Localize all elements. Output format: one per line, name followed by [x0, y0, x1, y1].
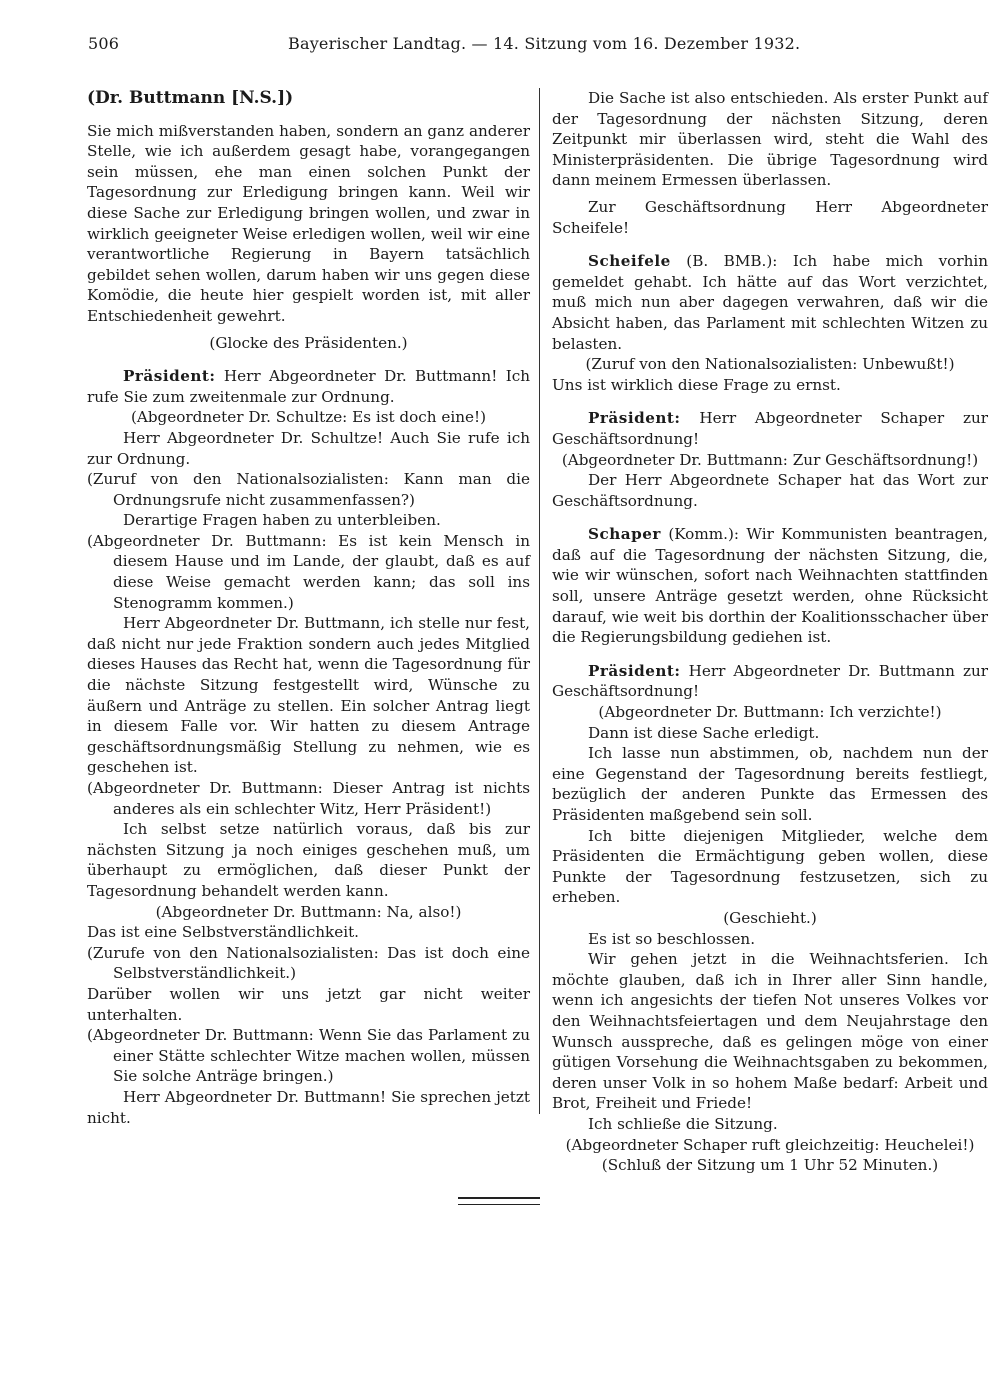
paragraph: Zur Geschäftsordnung Herr Abgeordneter Scheifele!: [552, 197, 988, 237]
paragraph: Dann ist diese Sache erledigt.: [588, 723, 820, 742]
paragraph: Darüber wollen wir uns jetzt gar nicht weiter unterhalten.: [87, 984, 530, 1024]
interjection: (Abgeordneter Dr. Buttmann: Zur Geschäftsordnung!): [561, 450, 979, 469]
interjection: (Abgeordneter Dr. Buttmann: Wenn Sie das Parlament zu einer Stätte schlechter Witze machen wollen, müssen Sie solche Anträge bringen.): [87, 1026, 530, 1086]
page-number: 506: [88, 34, 120, 53]
speech-text: Herr Abgeordneter Schaper zur Geschäftsordnung!: [552, 409, 988, 448]
interjection: (Zuruf von den Nationalsozialisten: Kann man die Ordnungsrufe nicht zusammenfassen?): [87, 470, 530, 509]
speech-paragraph: [552, 661, 988, 702]
speaker-name: Präsident:: [588, 661, 681, 680]
speaker-name: Präsident:: [588, 409, 681, 428]
speaker-name: Schaper: [588, 525, 661, 544]
speech-text: (B. BMB.): Ich habe mich vorhin gemeldet gehabt. Ich hätte auf das Wort verzichtet, muß mich nun aber dagegen verwahren, daß wir die Absicht haben, das Parlament mit schlechten Witzen zu belasten.: [552, 252, 988, 353]
paragraph: Herr Abgeordneter Dr. Buttmann! Sie sprechen jetzt nicht.: [87, 1087, 530, 1127]
paragraph: Es ist so beschlossen.: [588, 929, 756, 948]
speech-text: Herr Abgeordneter Dr. Buttmann zur Geschäftsordnung!: [552, 661, 988, 701]
speech-paragraph: [87, 366, 530, 407]
speaker-heading: (Dr. Buttmann [N.S.]): [87, 88, 294, 108]
running-title: Bayerischer Landtag. — 14. Sitzung vom 16. Dezember 1932.: [288, 34, 801, 53]
paragraph: Sie mich mißverstanden haben, sondern an ganz anderer Stelle, wie ich außerdem gesagt habe, vorangegangen sein müssen, ehe man einen solchen Punkt der Tagesordnung zur Erledigung bringen kann. Weil wir diese Sache zur Erledigung bringen wollen, und zwar in wirklich geeigneter Weise erledigen wollen, weil wir eine verantwortliche Regierung in Bayern tatsächlich gebildet sehen wollen, darum haben wir uns gegen diese Komödie, die heute hier gespielt worden ist, mit aller Entschiedenheit gewehrt.: [87, 121, 530, 325]
interjection: (Geschieht.): [723, 908, 817, 927]
interjection: (Glocke des Präsidenten.): [209, 333, 408, 352]
paragraph: Die Sache ist also entschieden. Als erster Punkt auf der Tagesordnung der nächsten Sitzung, deren Zeitpunkt mir überlassen wird, steht die Wahl des Ministerpräsidenten. Die übrige Tagesordnung wird dann meinem Ermessen überlassen.: [552, 89, 988, 190]
right-column: [552, 88, 988, 1176]
interjection: (Abgeordneter Dr. Buttmann: Na, also!): [155, 902, 462, 921]
interjection: (Abgeordneter Schaper ruft gleichzeitig: Heuchelei!): [565, 1135, 975, 1154]
paragraph: Herr Abgeordneter Dr. Buttmann, ich stelle nur fest, daß nicht nur jede Fraktion sondern auch jedes Mitglied dieses Hauses das Recht hat, wenn die Tagesordnung für die nächste Sitzung festgestellt wird, Wünsche zu äußern und Anträge zu stellen. Ein solcher Antrag liegt in diesem Falle vor. Wir hatten zu diesem Antrage geschäftsordnungsmäßig Stellung zu nehmen, wie es geschehen ist.: [87, 614, 530, 777]
speech-paragraph: [552, 524, 988, 648]
paragraph: Ich selbst setze natürlich voraus, daß bis zur nächsten Sitzung ja noch einiges geschehen muß, um überhaupt zu ermöglichen, daß dieser Punkt der Tagesordnung behandelt werden kann.: [87, 820, 530, 900]
closing-note: (Schluß der Sitzung um 1 Uhr 52 Minuten.): [601, 1156, 939, 1175]
paragraph: Uns ist wirklich diese Frage zu ernst.: [552, 375, 841, 394]
page-header: [88, 34, 988, 60]
interjection: (Abgeordneter Dr. Buttmann: Dieser Antrag ist nichts anderes als ein schlechter Witz, Herr Präsident!): [87, 779, 530, 818]
interjection: (Abgeordneter Dr. Schultze: Es ist doch eine!): [130, 408, 487, 427]
left-column: [87, 88, 530, 1128]
speech-text: Herr Abgeordneter Dr. Buttmann! Ich rufe Sie zum zweitenmale zur Ordnung.: [87, 367, 530, 406]
end-rule: [458, 1197, 540, 1199]
speech-paragraph: [552, 408, 988, 449]
paragraph: Ich schließe die Sitzung.: [588, 1114, 778, 1133]
interjection: (Abgeordneter Dr. Buttmann: Ich verzichte!): [598, 703, 942, 722]
speech-paragraph: [552, 251, 988, 354]
interjection: (Abgeordneter Dr. Buttmann: Es ist kein Mensch in diesem Hause und im Lande, der glaubt, daß es auf diese Weise gemacht werden kann; das soll ins Stenogramm kommen.): [87, 531, 530, 612]
interjection: (Zurufe von den Nationalsozialisten: Das ist doch eine Selbstverständlichkeit.): [87, 943, 530, 983]
paragraph: Das ist eine Selbstverständlichkeit.: [87, 923, 360, 942]
paragraph: Ich lasse nun abstimmen, ob, nachdem nun der eine Gegenstand der Tagesordnung bereits festliegt, bezüglich der anderen Punkte das Ermessen des Präsidenten maßgebend sein soll.: [552, 744, 988, 824]
paragraph: Ich bitte diejenigen Mitglieder, welche dem Präsidenten die Ermächtigung geben wollen, diese Punkte der Tagesordnung festzusetzen, sich zu erheben.: [552, 826, 988, 907]
paragraph: Herr Abgeordneter Dr. Schultze! Auch Sie rufe ich zur Ordnung.: [87, 428, 530, 468]
paragraph: Der Herr Abgeordnete Schaper hat das Wort zur Geschäftsordnung.: [552, 471, 988, 510]
speaker-name: Präsident:: [123, 367, 216, 386]
interjection: (Zuruf von den Nationalsozialisten: Unbewußt!): [585, 355, 955, 374]
paragraph: Wir gehen jetzt in die Weihnachtsferien. Ich möchte glauben, daß ich in Ihrer aller Sinn handle, wenn ich angesichts der tiefen Not unseres Volkes vor den Weihnachtsfeiertagen und dem Neujahrstage den Wunsch ausspreche, daß es gelingen möge von einer gütigen Vorsehung die Weihnachtsgaben zu bekommen, deren unser Volk in so hohem Maße bedarf: Arbeit und Brot, Freiheit und Friede!: [552, 950, 988, 1113]
speech-text: (Komm.): Wir Kommunisten beantragen, daß auf die Tagesordnung der nächsten Sitzung, die, wie wir wünschen, sofort nach Weihnachten stattfinden soll, unsere Anträge gesetzt werden, ohne Rücksicht darauf, wie weit bis dorthin der Koalitionsschacher über die Regierungsbildung gediehen ist.: [552, 525, 988, 647]
paragraph: Derartige Fragen haben zu unterbleiben.: [123, 511, 441, 530]
end-rule: [458, 1204, 540, 1205]
speaker-name: Scheifele: [588, 252, 671, 271]
column-divider: [539, 88, 540, 1114]
